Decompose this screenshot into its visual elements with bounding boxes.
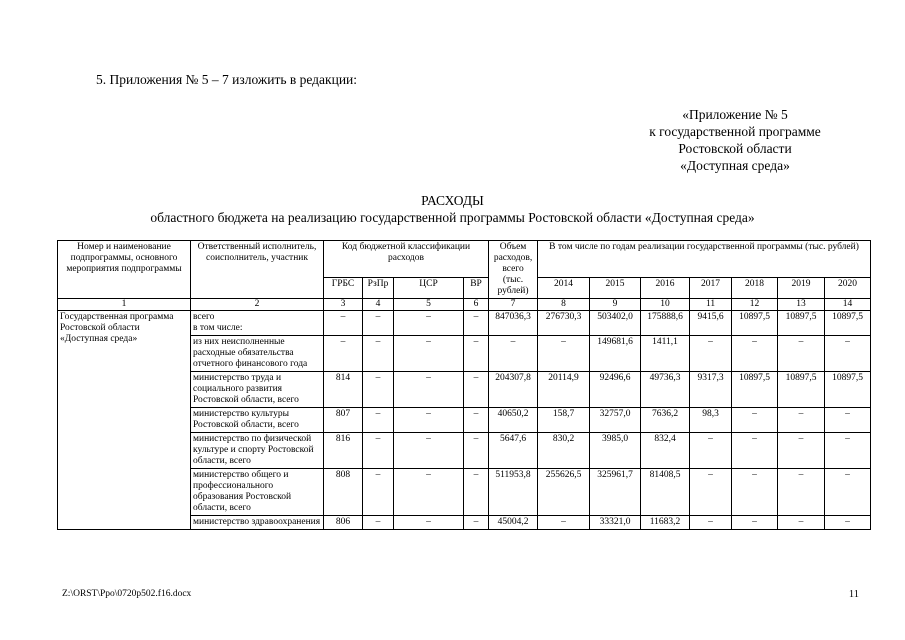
value-cell: – bbox=[690, 433, 732, 469]
value-cell: 10897,5 bbox=[732, 372, 778, 408]
column-number: 12 bbox=[732, 299, 778, 311]
value-cell: 9317,3 bbox=[690, 372, 732, 408]
value-cell: 98,3 bbox=[690, 408, 732, 433]
header-budget-code: Код бюджетной классификации расходов bbox=[324, 241, 489, 278]
value-cell: – bbox=[538, 516, 590, 530]
value-cell: 11683,2 bbox=[641, 516, 690, 530]
value-cell: 808 bbox=[324, 469, 363, 516]
value-cell: – bbox=[538, 336, 590, 372]
value-cell: – bbox=[825, 516, 871, 530]
value-cell: – bbox=[825, 433, 871, 469]
value-cell: – bbox=[778, 433, 825, 469]
value-cell: 10897,5 bbox=[732, 311, 778, 336]
value-cell: – bbox=[363, 469, 394, 516]
value-cell: – bbox=[464, 433, 489, 469]
value-cell: – bbox=[464, 408, 489, 433]
value-cell: 5647,6 bbox=[489, 433, 538, 469]
header-year: 2017 bbox=[690, 278, 732, 299]
value-cell: – bbox=[394, 408, 464, 433]
value-cell: – bbox=[732, 408, 778, 433]
column-number: 13 bbox=[778, 299, 825, 311]
value-cell: – bbox=[394, 433, 464, 469]
value-cell: 9415,6 bbox=[690, 311, 732, 336]
executor-cell: министерство общего и профессионального образования Ростовской области, всего bbox=[191, 469, 324, 516]
value-cell: – bbox=[690, 336, 732, 372]
document-subtitle: областного бюджета на реализацию государственной программы Ростовской области «Доступная среда» bbox=[150, 210, 755, 225]
value-cell: 45004,2 bbox=[489, 516, 538, 530]
value-cell: 204307,8 bbox=[489, 372, 538, 408]
value-cell: – bbox=[732, 516, 778, 530]
value-cell: – bbox=[464, 469, 489, 516]
executor-cell: из них неисполненные расходные обязательства отчетного финансового года bbox=[191, 336, 324, 372]
value-cell: – bbox=[464, 311, 489, 336]
value-cell: 3985,0 bbox=[590, 433, 641, 469]
value-cell: 32757,0 bbox=[590, 408, 641, 433]
executor-cell: министерство по физической культуре и спорту Ростовской области, всего bbox=[191, 433, 324, 469]
appendix-line: «Доступная среда» bbox=[680, 158, 790, 173]
value-cell: 276730,3 bbox=[538, 311, 590, 336]
value-cell: – bbox=[363, 311, 394, 336]
value-cell: 816 bbox=[324, 433, 363, 469]
value-cell: – bbox=[690, 516, 732, 530]
column-number: 1 bbox=[58, 299, 191, 311]
value-cell: – bbox=[363, 372, 394, 408]
program-name-cell: Государственная программа Ростовской области «Доступная среда» bbox=[58, 311, 191, 530]
value-cell: 40650,2 bbox=[489, 408, 538, 433]
column-number: 6 bbox=[464, 299, 489, 311]
header-code-rzpr: РзПр bbox=[363, 278, 394, 299]
value-cell: – bbox=[778, 516, 825, 530]
value-cell: – bbox=[825, 408, 871, 433]
value-cell: 847036,3 bbox=[489, 311, 538, 336]
value-cell: 10897,5 bbox=[825, 311, 871, 336]
header-year: 2015 bbox=[590, 278, 641, 299]
value-cell: 10897,5 bbox=[778, 311, 825, 336]
value-cell: – bbox=[464, 336, 489, 372]
header-volume: Объем расходов, всего (тыс. рублей) bbox=[489, 241, 538, 299]
column-number: 11 bbox=[690, 299, 732, 311]
value-cell: 158,7 bbox=[538, 408, 590, 433]
executor-cell: министерство труда и социального развития Ростовской области, всего bbox=[191, 372, 324, 408]
value-cell: – bbox=[690, 469, 732, 516]
value-cell: 832,4 bbox=[641, 433, 690, 469]
value-cell: – bbox=[363, 336, 394, 372]
value-cell: – bbox=[394, 372, 464, 408]
document-title: РАСХОДЫ bbox=[421, 193, 484, 208]
appendix-line: «Приложение № 5 bbox=[682, 107, 788, 122]
value-cell: – bbox=[732, 433, 778, 469]
value-cell: 807 bbox=[324, 408, 363, 433]
value-cell: 149681,6 bbox=[590, 336, 641, 372]
value-cell: – bbox=[825, 336, 871, 372]
value-cell: – bbox=[394, 311, 464, 336]
header-code-grbs: ГРБС bbox=[324, 278, 363, 299]
value-cell: 830,2 bbox=[538, 433, 590, 469]
value-cell: 49736,3 bbox=[641, 372, 690, 408]
value-cell: 503402,0 bbox=[590, 311, 641, 336]
header-number-name: Номер и наименование подпрограммы, основного мероприятия подпрограммы bbox=[58, 241, 191, 299]
value-cell: – bbox=[489, 336, 538, 372]
header-year: 2018 bbox=[732, 278, 778, 299]
value-cell: 806 bbox=[324, 516, 363, 530]
value-cell: – bbox=[464, 372, 489, 408]
value-cell: 92496,6 bbox=[590, 372, 641, 408]
value-cell: 10897,5 bbox=[825, 372, 871, 408]
table-row bbox=[58, 311, 871, 336]
intro-text: 5. Приложения № 5 – 7 изложить в редакции: bbox=[96, 72, 358, 87]
value-cell: 325961,7 bbox=[590, 469, 641, 516]
value-cell: – bbox=[732, 336, 778, 372]
value-cell: 1411,1 bbox=[641, 336, 690, 372]
header-code-vr: ВР bbox=[464, 278, 489, 299]
column-number: 4 bbox=[363, 299, 394, 311]
column-number: 7 bbox=[489, 299, 538, 311]
column-number-row bbox=[58, 299, 871, 311]
header-code-csr: ЦСР bbox=[394, 278, 464, 299]
column-number: 10 bbox=[641, 299, 690, 311]
value-cell: 511953,8 bbox=[489, 469, 538, 516]
value-cell: – bbox=[778, 336, 825, 372]
value-cell: 81408,5 bbox=[641, 469, 690, 516]
header-executor: Ответственный исполнитель, соисполнитель, участник bbox=[191, 241, 324, 299]
header-year: 2020 bbox=[825, 278, 871, 299]
value-cell: – bbox=[732, 469, 778, 516]
value-cell: – bbox=[778, 469, 825, 516]
value-cell: – bbox=[778, 408, 825, 433]
value-cell: 175888,6 bbox=[641, 311, 690, 336]
appendix-header bbox=[625, 106, 845, 174]
executor-cell: министерство здравоохранения bbox=[191, 516, 324, 530]
value-cell: – bbox=[464, 516, 489, 530]
footer-file-path: Z:\ORST\Ppo\0720p502.f16.docx bbox=[62, 589, 192, 599]
header-year: 2016 bbox=[641, 278, 690, 299]
value-cell: – bbox=[363, 516, 394, 530]
value-cell: – bbox=[394, 516, 464, 530]
column-number: 3 bbox=[324, 299, 363, 311]
column-number: 8 bbox=[538, 299, 590, 311]
value-cell: – bbox=[363, 408, 394, 433]
column-number: 14 bbox=[825, 299, 871, 311]
executor-cell: всего в том числе: bbox=[191, 311, 324, 336]
executor-cell: министерство культуры Ростовской области, всего bbox=[191, 408, 324, 433]
page-number: 11 bbox=[848, 589, 859, 600]
value-cell: 7636,2 bbox=[641, 408, 690, 433]
budget-table bbox=[57, 240, 871, 530]
value-cell: – bbox=[324, 336, 363, 372]
value-cell: – bbox=[394, 469, 464, 516]
value-cell: 33321,0 bbox=[590, 516, 641, 530]
value-cell: – bbox=[394, 336, 464, 372]
appendix-line: к государственной программе bbox=[649, 124, 821, 139]
header-year: 2014 bbox=[538, 278, 590, 299]
appendix-line: Ростовской области bbox=[678, 141, 792, 156]
column-number: 2 bbox=[191, 299, 324, 311]
value-cell: 814 bbox=[324, 372, 363, 408]
value-cell: – bbox=[825, 469, 871, 516]
value-cell: – bbox=[324, 311, 363, 336]
header-years-group: В том числе по годам реализации государственной программы (тыс. рублей) bbox=[538, 241, 871, 278]
column-number: 9 bbox=[590, 299, 641, 311]
value-cell: 10897,5 bbox=[778, 372, 825, 408]
value-cell: – bbox=[363, 433, 394, 469]
value-cell: 255626,5 bbox=[538, 469, 590, 516]
column-number: 5 bbox=[394, 299, 464, 311]
header-year: 2019 bbox=[778, 278, 825, 299]
value-cell: 20114,9 bbox=[538, 372, 590, 408]
